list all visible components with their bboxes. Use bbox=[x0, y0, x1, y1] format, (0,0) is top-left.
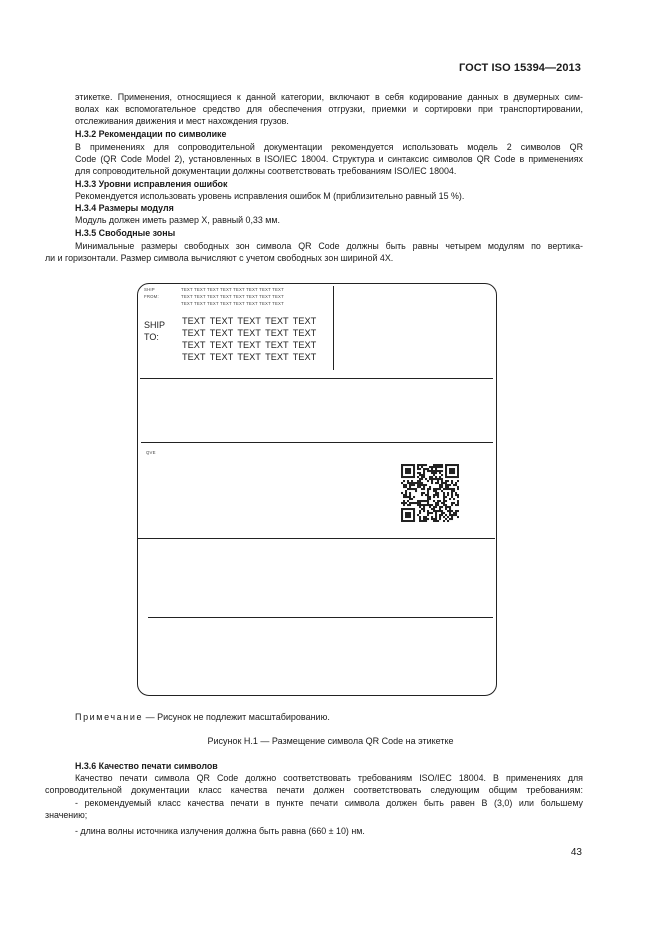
h32-line-1: В применениях для сопроводительной документации рекомендуется использовать модель 2 символов QR bbox=[75, 142, 583, 152]
h36-line-2: сопроводительной документации класс качества печати должен соответствовать следующим общим требованиям: bbox=[45, 785, 583, 795]
note-label: Примечание bbox=[75, 712, 144, 722]
intro-line-1: этикетке. Применения, относящиеся к данной категории, включают в себя кодирование данных в двумерных сим- bbox=[75, 92, 583, 102]
page-header-standard: ГОСТ ISO 15394—2013 bbox=[458, 62, 581, 74]
intro-line-3: отслеживания движения и мест нахождения грузов. bbox=[75, 116, 289, 126]
to-text-row-1: TEXT TEXT TEXT TEXT TEXT bbox=[182, 316, 317, 326]
ship-to-label-2: TO: bbox=[144, 332, 159, 342]
from-text-row-3: TEXT TEXT TEXT TEXT TEXT TEXT TEXT TEXT bbox=[181, 301, 284, 306]
ship-from-label-2: FROM: bbox=[144, 294, 159, 299]
section-h36-title: Н.3.6 Качество печати символов bbox=[75, 761, 218, 771]
h32-line-2: Code (QR Code Model 2), установленных в ISO/IEC 18004. Структура и синтаксис символов QR Code в применениях bbox=[75, 154, 583, 164]
h36-line-1: Качество печати символа QR Code должно соответствовать требованиям ISO/IEC 18004. В применениях для bbox=[75, 773, 583, 783]
h36-line-4: значению; bbox=[45, 810, 88, 820]
section-h34-title: Н.3.4 Размеры модуля bbox=[75, 203, 174, 213]
h36-line-3: - рекомендуемый класс качества печати в пункте печати символа должен быть равен В (3,0) или большему bbox=[75, 798, 583, 808]
ship-from-label-1: SHIP bbox=[144, 287, 155, 292]
h36-line-5: - длина волны источника излучения должна быть равна (660 ± 10) нм. bbox=[75, 826, 365, 836]
note-text: — Рисунок не подлежит масштабированию. bbox=[143, 712, 330, 722]
shipping-label-figure bbox=[137, 283, 497, 696]
divider-4 bbox=[148, 617, 493, 618]
intro-line-2: волах как вспомогательное средство для обеспечения отгрузки, приемки и сортировки при транспортировании, bbox=[75, 104, 583, 114]
from-text-row-1: TEXT TEXT TEXT TEXT TEXT TEXT TEXT TEXT bbox=[181, 287, 284, 292]
h34-text: Модуль должен иметь размер X, равный 0,33 мм. bbox=[75, 215, 280, 225]
page-number: 43 bbox=[570, 847, 582, 858]
top-vertical-divider bbox=[333, 286, 334, 370]
qr-code-symbol bbox=[401, 464, 459, 522]
section-h33-title: Н.3.3 Уровни исправления ошибок bbox=[75, 179, 228, 189]
h33-text: Рекомендуется использовать уровень исправления ошибок М (приблизительно равный 15 %). bbox=[75, 191, 465, 201]
small-field-label: QVE bbox=[146, 450, 156, 455]
to-text-row-4: TEXT TEXT TEXT TEXT TEXT bbox=[182, 352, 317, 362]
section-h35-title: Н.3.5 Свободные зоны bbox=[75, 228, 176, 238]
h35-line-2: ли и горизонтали. Размер символа вычисляют с учетом свободных зон шириной 4X. bbox=[45, 253, 394, 263]
to-text-row-2: TEXT TEXT TEXT TEXT TEXT bbox=[182, 328, 317, 338]
from-text-row-2: TEXT TEXT TEXT TEXT TEXT TEXT TEXT TEXT bbox=[181, 294, 284, 299]
ship-to-label-1: SHIP bbox=[144, 320, 166, 330]
divider-2 bbox=[141, 442, 493, 443]
h32-line-3: для сопроводительной документации должны соответствовать требованиям ISO/IEC 18004. bbox=[75, 166, 457, 176]
figure-caption: Рисунок Н.1 — Размещение символа QR Code на этикетке bbox=[207, 736, 454, 746]
to-text-row-3: TEXT TEXT TEXT TEXT TEXT bbox=[182, 340, 317, 350]
figure-note bbox=[75, 712, 330, 722]
section-h32-title: Н.3.2 Рекомендации по символике bbox=[75, 129, 227, 139]
divider-1 bbox=[140, 378, 493, 379]
h35-line-1: Минимальные размеры свободных зон символа QR Code должны быть равны четырем модулям по вертика- bbox=[75, 241, 583, 251]
divider-3 bbox=[137, 538, 495, 539]
